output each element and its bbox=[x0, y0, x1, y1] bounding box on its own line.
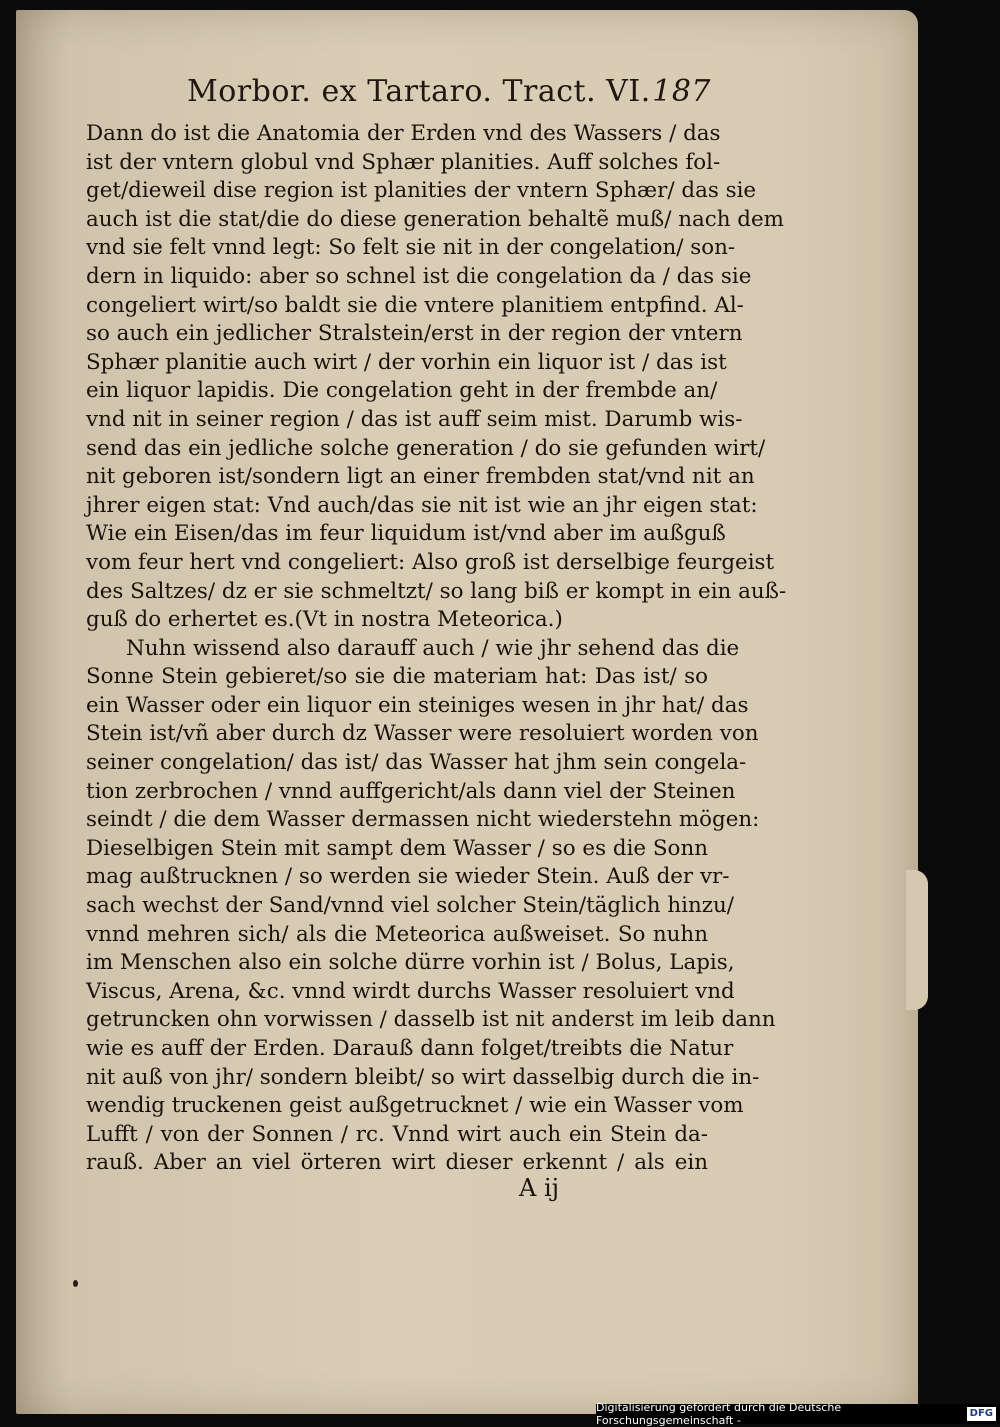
text-line: vom feur hert vnd congeliert: Also groß ist derselbige feurgeist bbox=[86, 549, 775, 575]
text-line: Sonne Stein gebieret/so sie die materiam hat: Das ist/ so bbox=[86, 664, 708, 690]
text-line: nit geboren ist/sondern ligt an einer frembden stat/vnd nit an bbox=[86, 464, 755, 490]
text-line: wie es auff der Erden. Darauß dann folget/treibts die Natur bbox=[86, 1036, 734, 1061]
text-line: des Saltzes/ dz er sie schmeltzt/ so lang biß er kompt in ein auß- bbox=[86, 578, 787, 604]
text-line: get/dieweil dise region ist planities der vntern Sphær/ das sie bbox=[86, 178, 757, 204]
text-line: send das ein jedliche solche generation / do sie gefunden wirt/ bbox=[86, 435, 766, 461]
text-line: getruncken ohn vorwissen / dasselb ist nit anderst im leib dann bbox=[86, 1007, 776, 1033]
text-line: vnd nit in seiner region / das ist auff seim mist. Darumb wis- bbox=[86, 406, 743, 432]
text-line: ein liquor lapidis. Die congelation geht in der frembde an/ bbox=[86, 378, 718, 404]
text-line: dern in liquido: aber so schnel ist die congelation da / das sie bbox=[86, 263, 752, 289]
dfg-logo-icon: DFG bbox=[967, 1407, 996, 1421]
body-text bbox=[86, 120, 787, 1178]
text-line: seiner congelation/ das ist/ das Wasser hat jhm sein congela- bbox=[86, 750, 747, 776]
text-line: vnnd mehren sich/ als die Meteorica außweiset. So nuhn bbox=[86, 921, 708, 947]
text-line: ist der vntern globul vnd Sphær planities. Auff solches fol- bbox=[86, 149, 721, 175]
signature-mark: A ij bbox=[519, 1174, 560, 1202]
text-line: Dann do ist die Anatomia der Erden vnd des Wassers / das bbox=[86, 121, 721, 146]
text-line: seindt / die dem Wasser dermassen nicht wiederstehn mögen: bbox=[86, 807, 760, 833]
running-title: Morbor. ex Tartaro. Tract. VI. bbox=[187, 74, 651, 109]
text-line: Wie ein Eisen/das im feur liquidum ist/vnd aber im außguß bbox=[86, 521, 726, 547]
text-line: tion zerbrochen / vnnd auffgericht/als dann viel der Steinen bbox=[86, 778, 736, 804]
text-line: wendig truckenen geist außgetrucknet / wie ein Wasser vom bbox=[86, 1093, 744, 1119]
text-line: ein Wasser oder ein liquor ein steiniges wesen in jhr hat/ das bbox=[86, 692, 749, 718]
book-page bbox=[16, 10, 918, 1414]
text-line: auch ist die stat/die do diese generation behaltẽ muß/ nach dem bbox=[86, 206, 784, 232]
text-line: Lufft / von der Sonnen / rc. Vnnd wirt auch ein Stein da- bbox=[86, 1121, 708, 1147]
text-line: jhrer eigen stat: Vnd auch/das sie nit ist wie an jhr eigen stat: bbox=[86, 492, 758, 518]
page-number: 187 bbox=[652, 74, 711, 109]
ink-spot bbox=[73, 1280, 78, 1287]
text-line: vnd sie felt vnnd legt: So felt sie nit in der congelation/ son- bbox=[86, 235, 736, 261]
text-line: guß do erhertet es.(Vt in nostra Meteorica.) bbox=[86, 607, 563, 633]
running-header bbox=[171, 74, 711, 114]
digitization-footer bbox=[596, 1401, 1000, 1427]
text-line: congeliert wirt/so baldt sie die vntere planitiem entpfind. Al- bbox=[86, 292, 744, 318]
text-line: Stein ist/vñ aber durch dz Wasser were resoluiert worden von bbox=[86, 721, 759, 747]
text-line: sach wechst der Sand/vnnd viel solcher Stein/täglich hinzu/ bbox=[86, 893, 734, 919]
text-line: so auch ein jedlicher Stralstein/erst in der region der vntern bbox=[86, 321, 743, 347]
text-line: im Menschen also ein solche dürre vorhin ist / Bolus, Lapis, bbox=[86, 950, 735, 976]
text-line: Sphær planitie auch wirt / der vorhin ein liquor ist / das ist bbox=[86, 349, 727, 375]
text-line: Nuhn wissend also darauff auch / wie jhr sehend das die bbox=[126, 635, 740, 661]
footer-text: Digitalisierung gefördert durch die Deutsche Forschungsgemeinschaft - bbox=[596, 1401, 842, 1427]
text-line: Dieselbigen Stein mit sampt dem Wasser / so es die Sonn bbox=[86, 835, 708, 861]
text-line: mag außtrucknen / so werden sie wieder Stein. Auß der vr- bbox=[86, 864, 730, 890]
text-line: nit auß von jhr/ sondern bleibt/ so wirt dasselbig durch die in- bbox=[86, 1064, 760, 1090]
text-line: rauß. Aber an viel örteren wirt dieser erkennt / als ein bbox=[86, 1150, 708, 1176]
text-line: Viscus, Arena, &c. vnnd wirdt durchs Wasser resoluiert vnd bbox=[86, 978, 735, 1004]
